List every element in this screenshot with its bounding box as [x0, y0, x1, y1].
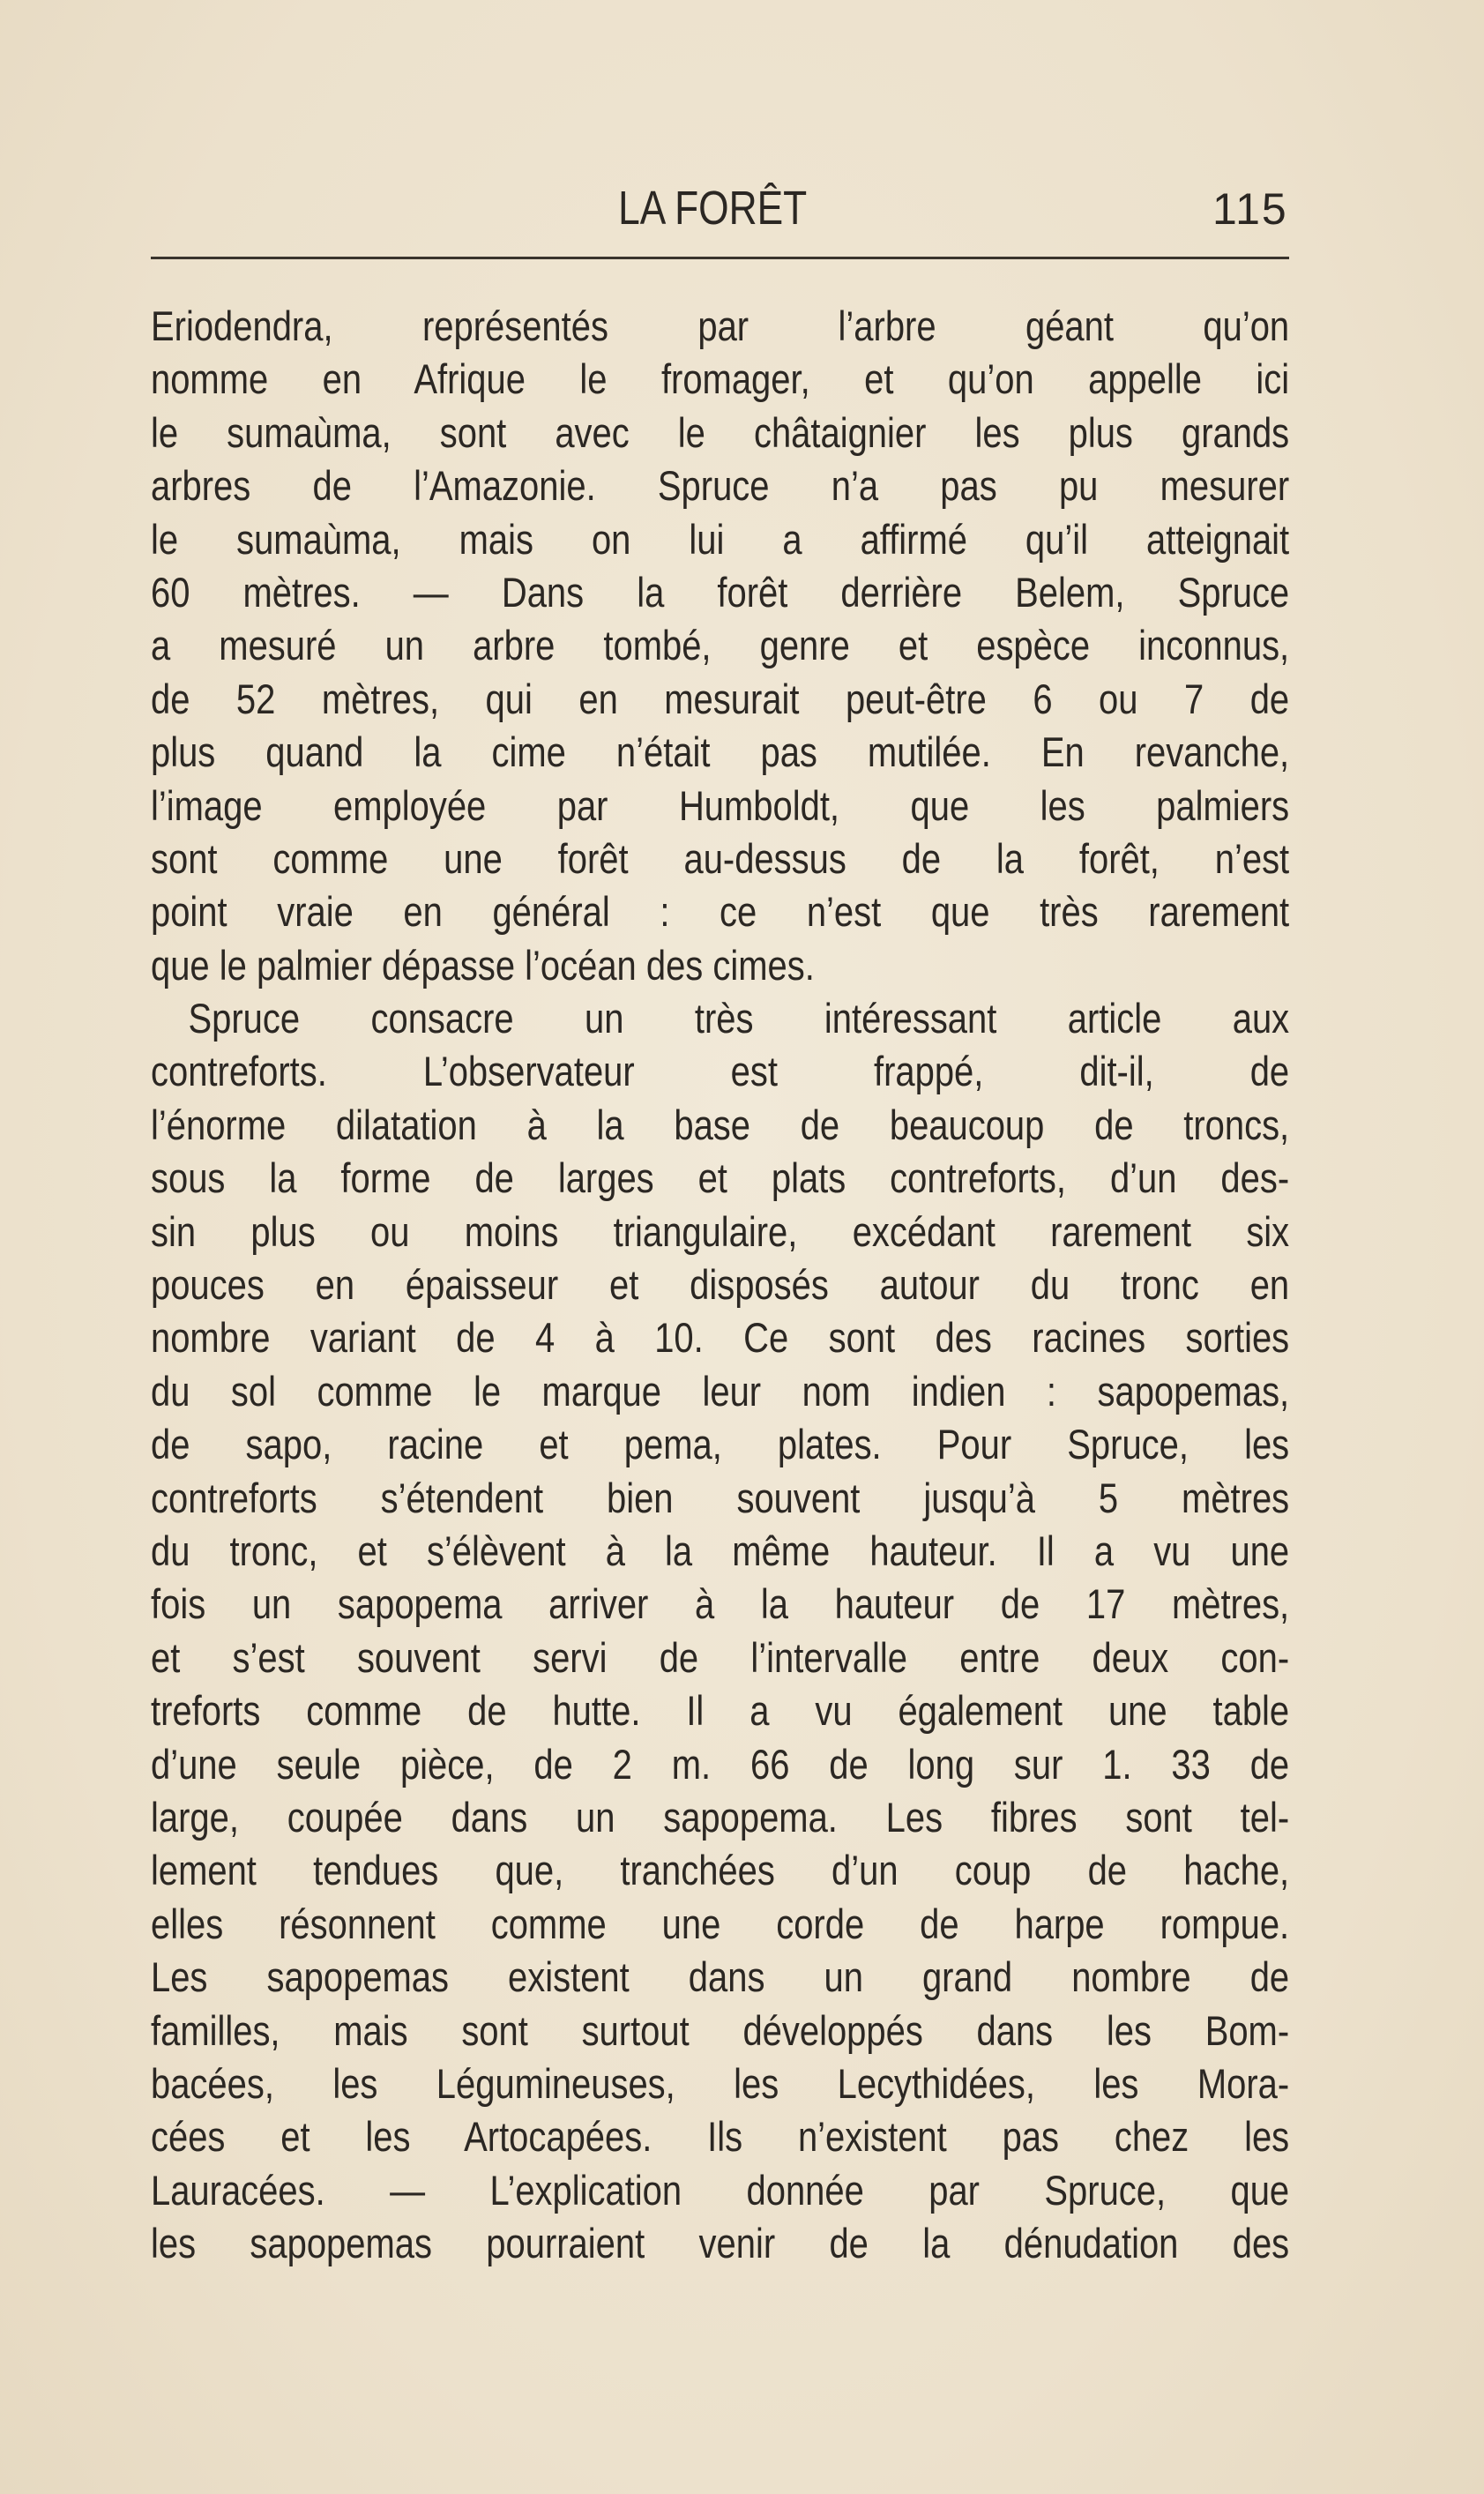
text-line: pouces en épaisseur et disposés autour du tronc en	[151, 1261, 1290, 1309]
text-line: cées et les Artocapées. Ils n’existent pas chez les	[151, 2113, 1290, 2161]
running-head-title: LA FORÊT	[618, 182, 808, 235]
text-line: treforts comme de hutte. Il a vu également une table	[151, 1687, 1290, 1735]
text-line: nomme en Afrique le fromager, et qu’on appelle ici	[151, 355, 1290, 403]
text-line: contreforts s’étendent bien souvent jusqu’à 5 mètres	[151, 1474, 1290, 1521]
text-line: sous la forme de larges et plats contreforts, d’un des-	[151, 1154, 1290, 1202]
text-line: fois un sapopema arriver à la hauteur de 17 mètres,	[151, 1580, 1290, 1628]
page-number: 115	[1212, 184, 1288, 234]
text-line: familles, mais sont surtout développés dans les Bom-	[151, 2006, 1290, 2054]
text-line: sont comme une forêt au-dessus de la forêt, n’est	[151, 834, 1290, 882]
text-line: Spruce consacre un très intéressant article aux	[188, 995, 1290, 1042]
text-line: l’image employée par Humboldt, que les palmiers	[151, 781, 1290, 829]
text-line: Lauracées. — L’explication donnée par Spruce, que	[151, 2166, 1290, 2214]
text-line: de 52 mètres, qui en mesurait peut-être 6 ou 7 de	[151, 675, 1290, 722]
text-line: large, coupée dans un sapopema. Les fibres sont tel-	[151, 1793, 1290, 1841]
text-line: du sol comme le marque leur nom indien : sapopemas,	[151, 1367, 1290, 1415]
text-line: de sapo, racine et pema, plates. Pour Spruce, les	[151, 1421, 1290, 1468]
text-line: Les sapopemas existent dans un grand nombre de	[151, 1953, 1290, 2001]
text-line: le sumaùma, mais on lui a affirmé qu’il atteignait	[151, 515, 1290, 563]
body-text	[151, 300, 1289, 2270]
text-line: l’énorme dilatation à la base de beaucoup de troncs,	[151, 1101, 1290, 1148]
text-line: plus quand la cime n’était pas mutilée. En revanche,	[151, 728, 1290, 776]
text-line: d’une seule pièce, de 2 m. 66 de long sur 1. 33 de	[151, 1740, 1290, 1788]
text-line: contreforts. L’observateur est frappé, dit-il, de	[151, 1048, 1290, 1095]
text-line: sin plus ou moins triangulaire, excédant rarement six	[151, 1207, 1290, 1255]
text-line: arbres de l’Amazonie. Spruce n’a pas pu mesurer	[151, 462, 1290, 510]
text-line: nombre variant de 4 à 10. Ce sont des racines sorties	[151, 1314, 1290, 1362]
text-line: lement tendues que, tranchées d’un coup de hache,	[151, 1847, 1290, 1894]
text-line: que le palmier dépasse l’océan des cimes.	[151, 941, 815, 989]
text-line: Eriodendra, représentés par l’arbre géant qu’on	[151, 302, 1290, 349]
text-line: du tronc, et s’élèvent à la même hauteur. Il a vu une	[151, 1527, 1290, 1574]
text-line: 60 mètres. — Dans la forêt derrière Belem, Spruce	[151, 568, 1290, 616]
text-line: et s’est souvent servi de l’intervalle entre deux con-	[151, 1633, 1290, 1681]
text-line: point vraie en général : ce n’est que très rarement	[151, 888, 1290, 936]
text-line: le sumaùma, sont avec le châtaignier les plus grands	[151, 408, 1290, 456]
text-line: bacées, les Légumineuses, les Lecythidées, les Mora-	[151, 2059, 1290, 2107]
text-line: elles résonnent comme une corde de harpe rompue.	[151, 1900, 1290, 1947]
text-line: les sapopemas pourraient venir de la dénudation des	[151, 2220, 1290, 2267]
text-line: a mesuré un arbre tombé, genre et espèce inconnus,	[151, 622, 1290, 669]
header-rule	[151, 257, 1289, 259]
